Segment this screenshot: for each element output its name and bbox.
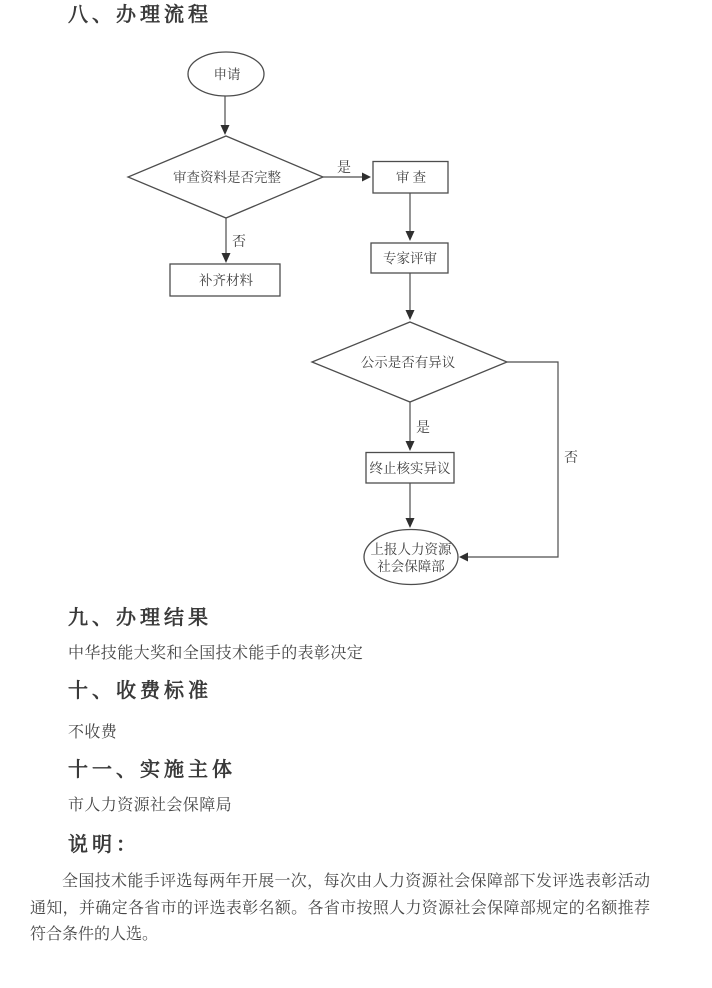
arrowhead-icon (221, 125, 230, 135)
arrowhead-icon (406, 310, 415, 320)
flow-node-review (373, 162, 448, 194)
section-fee-heading: 十、收费标准 (68, 680, 212, 702)
connector-decision2-no-branch (466, 362, 558, 557)
arrowhead-icon (362, 173, 371, 182)
decision-label: 公示是否有异议 (360, 355, 456, 370)
section-implementer-heading: 十一、实施主体 (68, 759, 236, 781)
arrowhead-icon (406, 518, 415, 528)
section-implementer-body: 市人力资源社会保障局 (68, 797, 233, 814)
arrowhead-icon (406, 441, 415, 451)
start-label: 申请 (213, 67, 241, 82)
branch-label-no-1: 否 (232, 235, 246, 250)
branch-label-no-2: 否 (564, 451, 578, 466)
flow-node-decision-publicity (312, 322, 507, 402)
decision-label: 审查资料是否完整 (173, 170, 281, 185)
page-title: 八、办理流程 (68, 4, 212, 26)
flow-node-terminate (366, 453, 454, 484)
section-note-body: 全国技术能手评选每两年开展一次，每次由人力资源社会保障部下发评选表彰活动通知，并确定各省市的评选表彰名额。各省市按照人力资源社会保障部规定的名额推荐符合条件的人选。 (30, 873, 650, 943)
section-fee-body: 不收费 (68, 724, 118, 741)
section-note-heading: 说明： (68, 834, 140, 856)
review-label: 审 查 (395, 170, 427, 185)
arrowhead-icon (406, 231, 415, 241)
flow-node-supplement (170, 264, 280, 296)
flow-node-start (188, 52, 264, 96)
terminate-label: 终止核实异议 (369, 461, 451, 476)
branch-label-yes-1: 是 (337, 161, 351, 176)
supplement-label: 补齐材料 (199, 273, 253, 288)
branch-label-yes-2: 是 (416, 421, 430, 436)
section-result-body: 中华技能大奖和全国技术能手的表彰决定 (68, 645, 364, 662)
flow-node-expert-review (371, 243, 448, 273)
section-result-heading: 九、办理结果 (68, 607, 212, 629)
report-oval (364, 530, 458, 585)
expert-review-label: 专家评审 (383, 251, 437, 266)
arrowhead-icon (459, 553, 468, 562)
arrowhead-icon (222, 253, 231, 263)
report-label-line1: 上报人力资源 (370, 542, 452, 557)
flow-node-report (364, 530, 458, 585)
report-label-line2: 社会保障部 (377, 559, 445, 574)
flow-node-decision-materials (128, 136, 323, 218)
